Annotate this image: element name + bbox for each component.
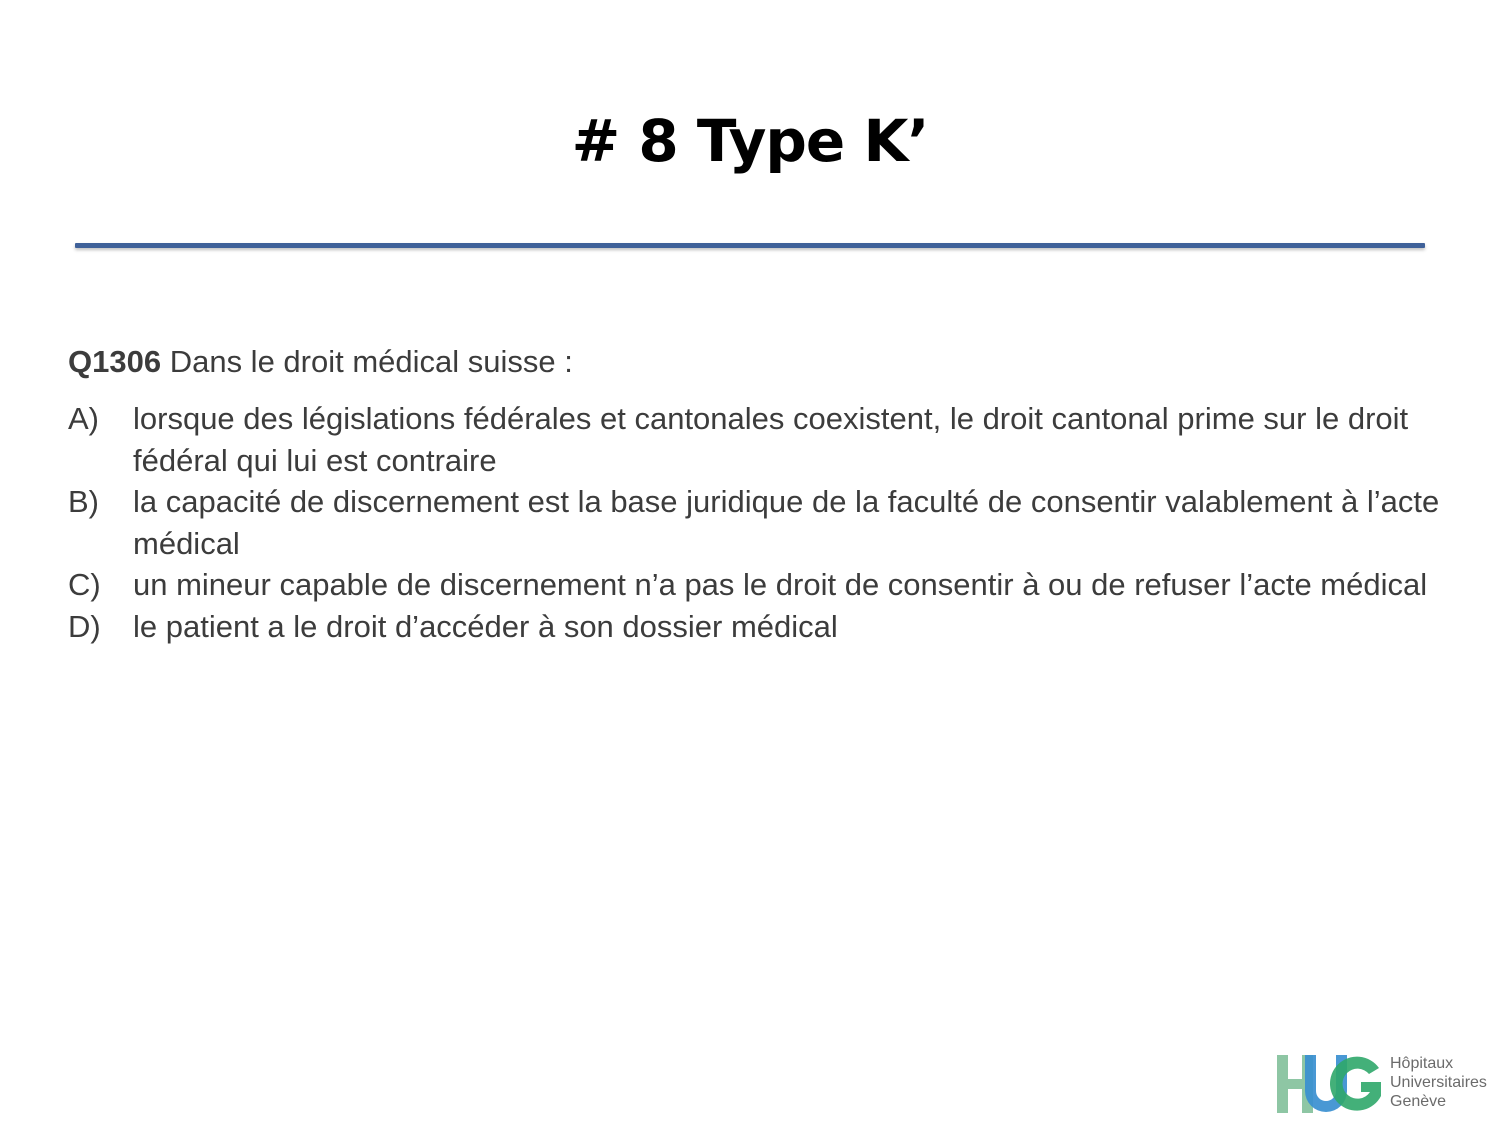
answer-options bbox=[68, 398, 1468, 647]
logo-text-line-2: Universitaires bbox=[1390, 1074, 1487, 1091]
slide-title: # 8 Type K’ bbox=[571, 107, 929, 175]
option-text: lorsque des législations fédérales et cantonales coexistent, le droit cantonal prime sur le droit fédéral qui lui est contraire bbox=[133, 401, 1409, 478]
question-block bbox=[68, 340, 1468, 647]
title-divider bbox=[75, 243, 1425, 248]
question-header bbox=[68, 340, 1468, 384]
answer-option-d bbox=[68, 606, 1468, 648]
answer-option-a bbox=[68, 398, 1468, 481]
option-text: la capacité de discernement est la base juridique de la faculté de consentir valablement à l’acte médical bbox=[133, 484, 1440, 561]
option-text: le patient a le droit d’accéder à son dossier médical bbox=[133, 608, 838, 644]
hug-logo bbox=[1275, 1052, 1485, 1116]
logo-text bbox=[1390, 1054, 1487, 1111]
logo-text-line-3: Genève bbox=[1390, 1093, 1447, 1110]
hug-logo-icon bbox=[1275, 1052, 1383, 1116]
question-id: Q1306 bbox=[68, 344, 162, 379]
option-letter: C) bbox=[68, 567, 101, 602]
option-letter: D) bbox=[68, 608, 101, 644]
option-letter: B) bbox=[68, 484, 99, 519]
option-letter: A) bbox=[68, 401, 99, 436]
option-text: un mineur capable de discernement n’a pas le droit de consentir à ou de refuser l’acte médical bbox=[133, 567, 1428, 602]
answer-option-c bbox=[68, 564, 1468, 606]
answer-option-b bbox=[68, 481, 1468, 564]
question-prompt: Dans le droit médical suisse : bbox=[169, 344, 573, 379]
logo-text-line-1: Hôpitaux bbox=[1390, 1055, 1454, 1072]
